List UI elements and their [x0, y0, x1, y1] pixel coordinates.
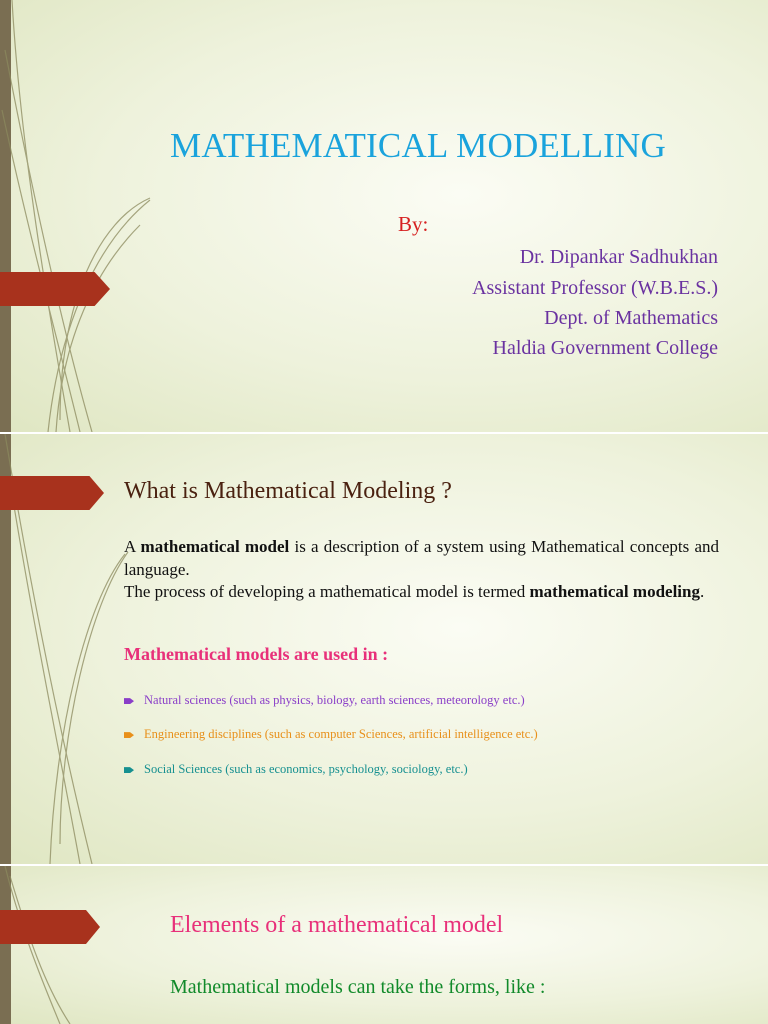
arrow-bullet-icon	[124, 732, 134, 738]
arrow-bullet-icon	[124, 698, 134, 704]
by-label: By:	[398, 212, 429, 236]
definition-paragraph: A mathematical model is a description of a system using Mathematical concepts and language.	[124, 537, 719, 579]
accent-tab	[0, 910, 100, 944]
list-item: Natural sciences (such as physics, biology, earth sciences, meteorology etc.)	[124, 693, 525, 708]
section-title: What is Mathematical Modeling ?	[124, 478, 452, 504]
slide-elements	[0, 866, 768, 1024]
accent-tab	[0, 476, 104, 510]
accent-tab	[0, 272, 110, 306]
arrow-bullet-icon	[124, 767, 134, 773]
author-department: Dept. of Mathematics	[544, 307, 718, 329]
list-item: Engineering disciplines (such as computer Sciences, artificial intelligence etc.)	[124, 727, 538, 742]
decorative-swoosh	[0, 0, 170, 432]
author-position: Assistant Professor (W.B.E.S.)	[472, 277, 718, 299]
forms-line: Mathematical models can take the forms, like :	[170, 976, 546, 998]
process-paragraph: The process of developing a mathematical model is termed mathematical modeling.	[124, 582, 705, 601]
usage-heading: Mathematical models are used in :	[124, 644, 389, 664]
main-title: MATHEMATICAL MODELLING	[170, 126, 666, 165]
slide-title	[0, 0, 768, 432]
author-name: Dr. Dipankar Sadhukhan	[519, 246, 718, 268]
author-college: Haldia Government College	[492, 337, 718, 359]
decorative-swoosh	[0, 866, 120, 1024]
section-title: Elements of a mathematical model	[170, 912, 504, 938]
list-item: Social Sciences (such as economics, psychology, sociology, etc.)	[124, 762, 468, 777]
